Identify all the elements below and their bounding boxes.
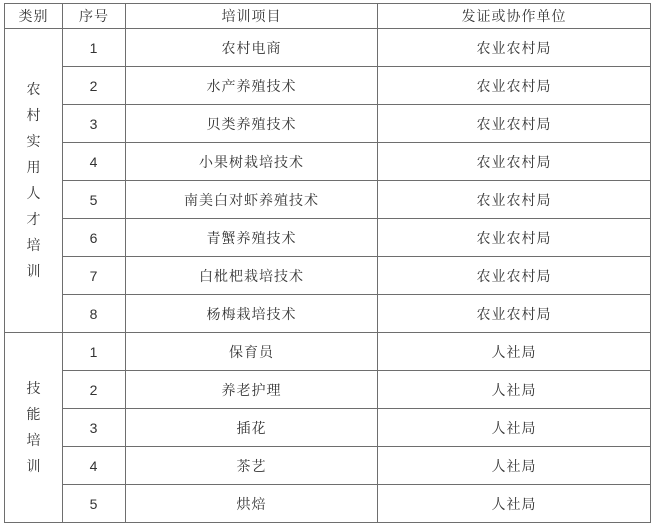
row-number: 4: [63, 143, 126, 181]
training-item: 插花: [126, 409, 378, 447]
category-cell-rural: [5, 29, 63, 333]
issuing-unit: 农业农村局: [378, 143, 651, 181]
training-table: [4, 3, 651, 523]
table-row: [5, 143, 651, 181]
training-item: 南美白对虾养殖技术: [126, 181, 378, 219]
row-number: 1: [63, 333, 126, 371]
issuing-unit: 人社局: [378, 485, 651, 523]
issuing-unit: 人社局: [378, 333, 651, 371]
training-item: 农村电商: [126, 29, 378, 67]
table-row: [5, 105, 651, 143]
row-number: 3: [63, 105, 126, 143]
row-number: 3: [63, 409, 126, 447]
row-number: 2: [63, 371, 126, 409]
header-item: 培训项目: [126, 4, 378, 29]
issuing-unit: 农业农村局: [378, 29, 651, 67]
training-item: 水产养殖技术: [126, 67, 378, 105]
table-row: [5, 295, 651, 333]
row-number: 5: [63, 181, 126, 219]
table-row: [5, 447, 651, 485]
row-number: 2: [63, 67, 126, 105]
category-label: 农村实用人才培训: [26, 81, 41, 280]
table-row: [5, 485, 651, 523]
training-item: 小果树栽培技术: [126, 143, 378, 181]
table-row: [5, 409, 651, 447]
issuing-unit: 人社局: [378, 447, 651, 485]
training-item: 杨梅栽培技术: [126, 295, 378, 333]
table-row: [5, 29, 651, 67]
table-row: [5, 67, 651, 105]
row-number: 1: [63, 29, 126, 67]
issuing-unit: 农业农村局: [378, 295, 651, 333]
table-row: [5, 181, 651, 219]
header-number: 序号: [63, 4, 126, 29]
training-item: 贝类养殖技术: [126, 105, 378, 143]
row-number: 6: [63, 219, 126, 257]
training-item: 茶艺: [126, 447, 378, 485]
training-item: 白枇杷栽培技术: [126, 257, 378, 295]
table-header-row: [5, 4, 651, 29]
issuing-unit: 农业农村局: [378, 105, 651, 143]
training-item: 养老护理: [126, 371, 378, 409]
table-row: [5, 257, 651, 295]
issuing-unit: 农业农村局: [378, 181, 651, 219]
row-number: 4: [63, 447, 126, 485]
training-item: 烘焙: [126, 485, 378, 523]
row-number: 8: [63, 295, 126, 333]
training-table-container: [4, 3, 651, 523]
table-row: [5, 371, 651, 409]
row-number: 7: [63, 257, 126, 295]
category-cell-skills: [5, 333, 63, 523]
training-item: 保育员: [126, 333, 378, 371]
category-label: 技能培训: [26, 380, 41, 475]
table-row: [5, 219, 651, 257]
issuing-unit: 农业农村局: [378, 257, 651, 295]
issuing-unit: 人社局: [378, 371, 651, 409]
issuing-unit: 人社局: [378, 409, 651, 447]
issuing-unit: 农业农村局: [378, 67, 651, 105]
training-item: 青蟹养殖技术: [126, 219, 378, 257]
issuing-unit: 农业农村局: [378, 219, 651, 257]
row-number: 5: [63, 485, 126, 523]
header-unit: 发证或协作单位: [378, 4, 651, 29]
table-row: [5, 333, 651, 371]
header-category: 类别: [5, 4, 63, 29]
